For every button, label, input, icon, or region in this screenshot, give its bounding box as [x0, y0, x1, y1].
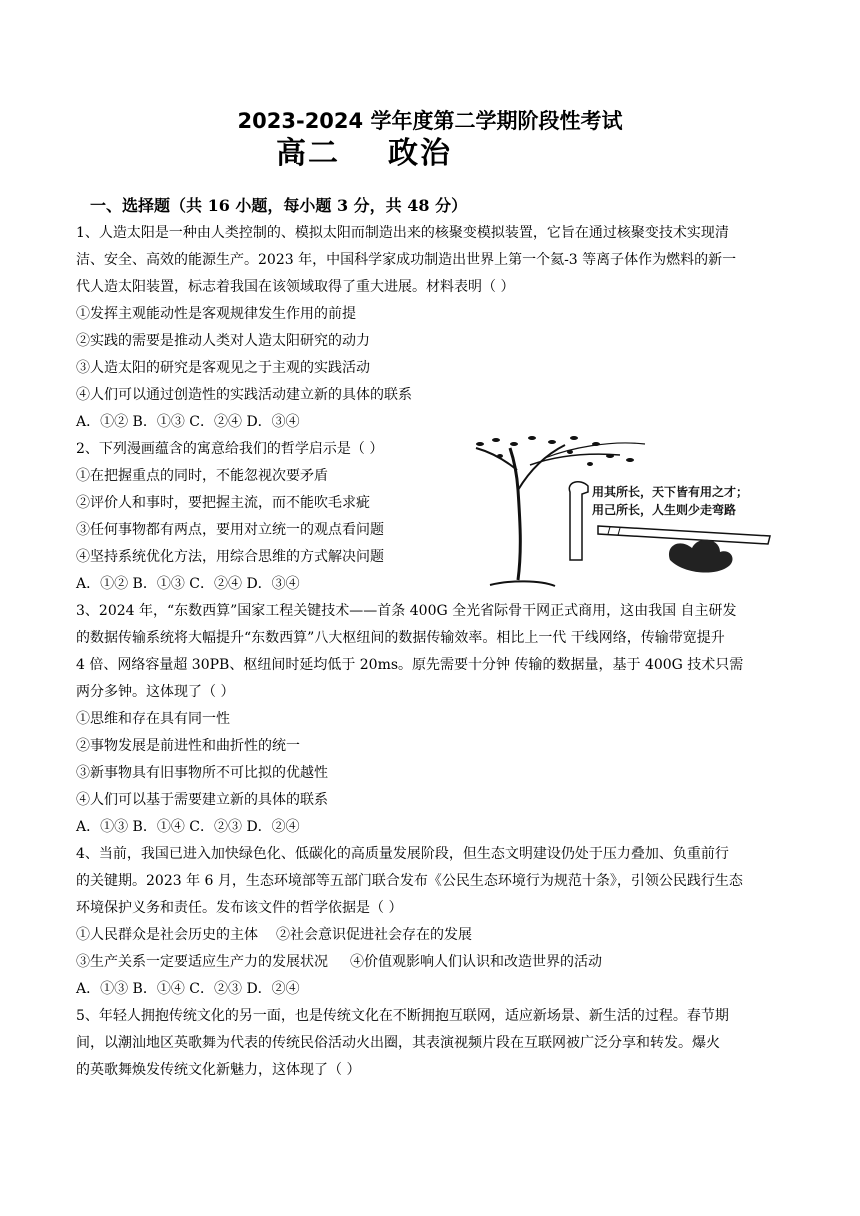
q2-cartoon-illustration: [470, 430, 785, 590]
q1-answers: A．①② B．①③ C．②④ D．③④: [76, 414, 300, 430]
bush: [669, 540, 733, 573]
cartoon-caption-line1: 用其所长，天下皆有用之才；: [592, 485, 749, 499]
q1-option: ④人们可以通过创造性的实践活动建立新的具体的联系: [76, 387, 412, 403]
q2-stem: 2、下列漫画蕴含的寓意给我们的哲学启示是（ ）: [76, 441, 384, 457]
q4-option: ②社会意识促进社会存在的发展: [276, 927, 472, 943]
q3-option: ①思维和存在具有同一性: [76, 711, 230, 727]
q4-option: ④价值观影响人们认识和改造世界的活动: [350, 954, 602, 970]
ground-line: [490, 581, 555, 586]
q4-stem-line: 环境保护义务和责任。发布该文件的哲学依据是（ ）: [76, 900, 403, 916]
q4-options-row: [76, 922, 790, 949]
cartoon-caption-line2: 用己所长，人生则少走弯路: [592, 503, 737, 517]
q1-stem-line: 1、人造太阳是一种由人类控制的、模拟太阳而制造出来的核聚变模拟装置，它旨在通过核聚变技术实现清: [76, 225, 729, 241]
q3-stem-line: 的数据传输系统将大幅提升“东数西算”八大枢纽间的数据传输效率。相比上一代 干线网络，传输带宽提升: [76, 630, 725, 646]
q1-stem-line: 代人造太阳装置，标志着我国在该领域取得了重大进展。材料表明（ ）: [76, 279, 515, 295]
q3-option: ④人们可以基于需要建立新的具体的联系: [76, 792, 328, 808]
q2-option: ①在把握重点的同时，不能忽视次要矛盾: [76, 468, 328, 484]
q1-stem-line: 洁、安全、高效的能源生产。2023 年，中国科学家成功制造出世界上第一个氦-3 等离子体作为燃料的新一: [76, 252, 737, 268]
q2-option: ③任何事物都有两点，要用对立统一的观点看问题: [76, 522, 384, 538]
q4-options-row: [76, 949, 790, 976]
q3-stem-line: 3、2024 年，“东数西算”国家工程关键技术——首条 400G 全光省际骨干网正式商用，这由我国 自主研发: [76, 603, 737, 619]
tree-branch: [518, 445, 565, 490]
subject-label: 政治: [388, 136, 452, 171]
long-pencil: [598, 526, 770, 544]
q3-option: ②事物发展是前进性和曲折性的统一: [76, 738, 300, 754]
exam-title: 2023-2024 学年度第二学期阶段性考试: [237, 109, 623, 133]
q2-answers: A．①② B．①③ C．②④ D．③④: [76, 576, 300, 592]
q5-stem-line: 5、年轻人拥抱传统文化的另一面，也是传统文化在不断拥抱互联网，适应新场景、新生活的过程。春节期: [76, 1008, 729, 1024]
q3-stem-line: 两分多钟。这体现了（ ）: [76, 684, 235, 700]
q3-option: ③新事物具有旧事物所不可比拟的优越性: [76, 765, 328, 781]
q5-stem-line: 间，以潮汕地区英歌舞为代表的传统民俗活动火出圈，其表演视频片段在互联网被广泛分享和转发。爆火: [76, 1035, 720, 1051]
q1-option: ③人造太阳的研究是客观见之于主观的实践活动: [76, 360, 370, 376]
q4-option: ①人民群众是社会历史的主体: [76, 927, 258, 943]
q3-answers: A．①③ B．①④ C．②③ D．②④: [76, 819, 300, 835]
pencil-post: [569, 482, 588, 560]
questions-body: [76, 220, 790, 1084]
q1-option: ②实践的需要是推动人类对人造太阳研究的动力: [76, 333, 370, 349]
section-heading: 一、选择题（共 16 小题，每小题 3 分，共 48 分）: [90, 196, 468, 215]
q1-option: ①发挥主观能动性是客观规律发生作用的前提: [76, 306, 356, 322]
q4-option: ③生产关系一定要适应生产力的发展状况: [76, 954, 328, 970]
q4-answers: A．①③ B．①④ C．②③ D．②④: [76, 981, 300, 997]
q2-option: ②评价人和事时，要把握主流，而不能吹毛求疵: [76, 495, 370, 511]
q4-stem-line: 4、当前，我国已进入加快绿色化、低碳化的高质量发展阶段，但生态文明建设仍处于压力叠加、负重前行: [76, 846, 729, 862]
q5-stem-line: 的英歌舞焕发传统文化新魅力，这体现了（ ）: [76, 1062, 361, 1078]
exam-subject: [276, 128, 452, 172]
grade-label: 高二: [276, 136, 340, 171]
q4-stem-line: 的关键期。2023 年 6 月，生态环境部等五部门联合发布《公民生态环境行为规范十条》，引领公民践行生态: [76, 873, 743, 889]
q3-stem-line: 4 倍、网络容量超 30PB、枢纽间时延均低于 20ms。原先需要十分钟 传输的数据量，基于 400G 技术只需: [76, 657, 744, 673]
q2-option: ④坚持系统优化方法，用综合思维的方式解决问题: [76, 549, 384, 565]
